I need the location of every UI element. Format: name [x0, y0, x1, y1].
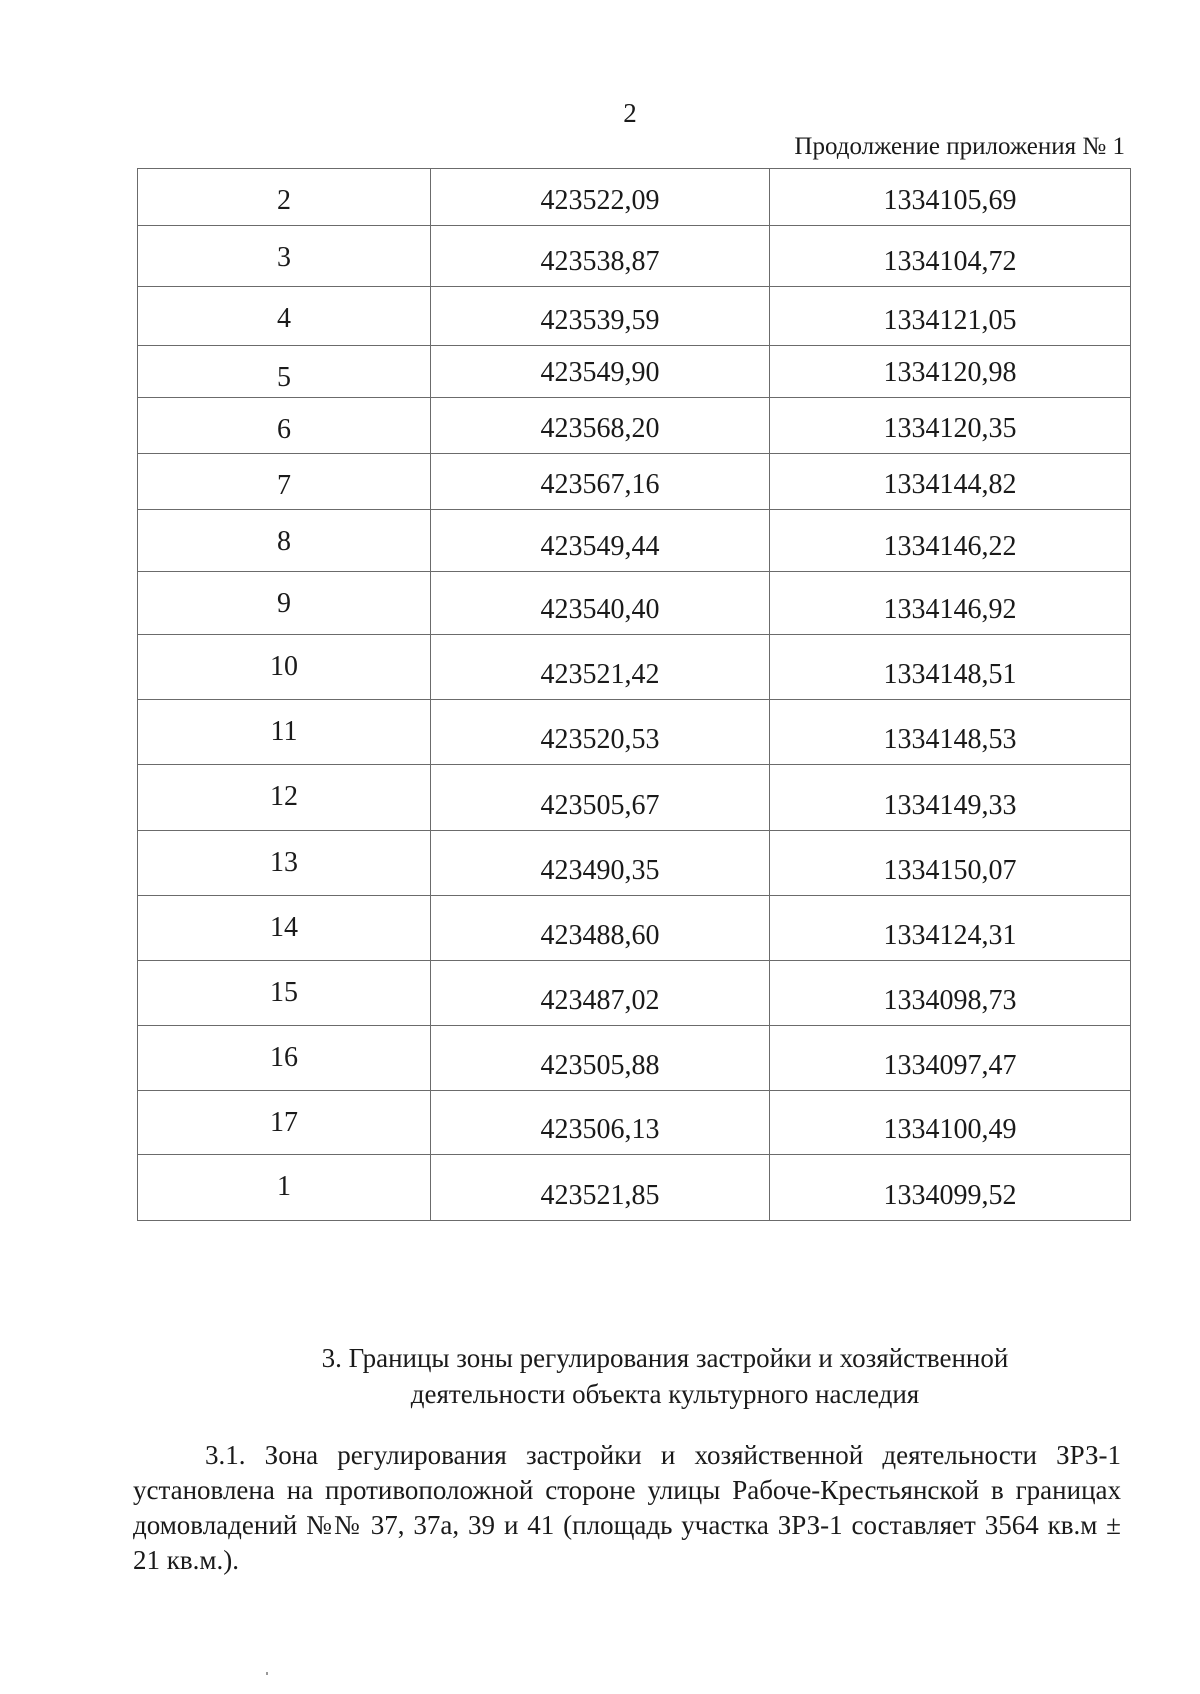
point-number-cell: 4: [138, 287, 431, 346]
page-number: 2: [623, 98, 637, 128]
x-coordinate-cell: 423538,87: [431, 226, 770, 287]
scan-speck: [266, 1672, 268, 1675]
x-coordinate-cell: 423549,90: [431, 346, 770, 398]
table-row: [138, 346, 1131, 398]
point-number-cell: 5: [138, 346, 431, 398]
y-coordinate-cell: 1334146,92: [770, 572, 1131, 635]
point-number-cell: 14: [138, 896, 431, 961]
point-number-cell: 15: [138, 961, 431, 1026]
point-number-cell: 10: [138, 635, 431, 700]
table-row: [138, 1155, 1131, 1221]
point-number-cell: 12: [138, 765, 431, 831]
table-row: [138, 700, 1131, 765]
table-row: [138, 287, 1131, 346]
y-coordinate-cell: 1334150,07: [770, 831, 1131, 896]
x-coordinate-cell: 423521,42: [431, 635, 770, 700]
y-coordinate-cell: 1334100,49: [770, 1091, 1131, 1155]
x-coordinate-cell: 423540,40: [431, 572, 770, 635]
table-row: [138, 226, 1131, 287]
coordinates-table-body: [138, 169, 1131, 1221]
point-number-cell: 7: [138, 454, 431, 510]
section-title-line-2: деятельности объекта культурного наследия: [410, 1379, 920, 1409]
point-number-cell: 6: [138, 398, 431, 454]
section-title: [230, 1340, 1100, 1412]
x-coordinate-cell: 423520,53: [431, 700, 770, 765]
point-number-cell: 1: [138, 1155, 431, 1221]
x-coordinate-cell: 423539,59: [431, 287, 770, 346]
y-coordinate-cell: 1334148,53: [770, 700, 1131, 765]
y-coordinate-cell: 1334121,05: [770, 287, 1131, 346]
table-row: [138, 1091, 1131, 1155]
table-row: [138, 765, 1131, 831]
section-paragraph: 3.1. Зона регулирования застройки и хозяйственной деятельности ЗРЗ-1 установлена на противоположной стороне улицы Рабоче-Крестьянской в границах домовладений №№ 37, 37а, 39 и 41 (площадь участка ЗРЗ-1 составляет 3564 кв.м ± 21 кв.м.).: [133, 1440, 1121, 1575]
y-coordinate-cell: 1334104,72: [770, 226, 1131, 287]
y-coordinate-cell: 1334144,82: [770, 454, 1131, 510]
point-number-cell: 11: [138, 700, 431, 765]
point-number-cell: 3: [138, 226, 431, 287]
x-coordinate-cell: 423505,67: [431, 765, 770, 831]
table-row: [138, 1026, 1131, 1091]
y-coordinate-cell: 1334148,51: [770, 635, 1131, 700]
table-row: [138, 169, 1131, 226]
table-row: [138, 831, 1131, 896]
y-coordinate-cell: 1334120,35: [770, 398, 1131, 454]
x-coordinate-cell: 423549,44: [431, 510, 770, 572]
appendix-continuation-note: Продолжение приложения № 1: [794, 133, 1125, 160]
table-row: [138, 454, 1131, 510]
table-row: [138, 896, 1131, 961]
point-number-cell: 2: [138, 169, 431, 226]
x-coordinate-cell: 423505,88: [431, 1026, 770, 1091]
point-number-cell: 13: [138, 831, 431, 896]
table-row: [138, 510, 1131, 572]
coordinates-table: [137, 168, 1131, 1221]
y-coordinate-cell: 1334124,31: [770, 896, 1131, 961]
y-coordinate-cell: 1334097,47: [770, 1026, 1131, 1091]
x-coordinate-cell: 423488,60: [431, 896, 770, 961]
section-title-line-1: 3. Границы зоны регулирования застройки и хозяйственной: [321, 1343, 1009, 1373]
table-row: [138, 572, 1131, 635]
table-row: [138, 398, 1131, 454]
point-number-cell: 9: [138, 572, 431, 635]
table-row: [138, 635, 1131, 700]
x-coordinate-cell: 423487,02: [431, 961, 770, 1026]
y-coordinate-cell: 1334146,22: [770, 510, 1131, 572]
point-number-cell: 17: [138, 1091, 431, 1155]
table-row: [138, 961, 1131, 1026]
point-number-cell: 8: [138, 510, 431, 572]
y-coordinate-cell: 1334105,69: [770, 169, 1131, 226]
y-coordinate-cell: 1334099,52: [770, 1155, 1131, 1221]
x-coordinate-cell: 423568,20: [431, 398, 770, 454]
x-coordinate-cell: 423522,09: [431, 169, 770, 226]
x-coordinate-cell: 423506,13: [431, 1091, 770, 1155]
y-coordinate-cell: 1334098,73: [770, 961, 1131, 1026]
y-coordinate-cell: 1334149,33: [770, 765, 1131, 831]
x-coordinate-cell: 423490,35: [431, 831, 770, 896]
y-coordinate-cell: 1334120,98: [770, 346, 1131, 398]
x-coordinate-cell: 423521,85: [431, 1155, 770, 1221]
x-coordinate-cell: 423567,16: [431, 454, 770, 510]
point-number-cell: 16: [138, 1026, 431, 1091]
